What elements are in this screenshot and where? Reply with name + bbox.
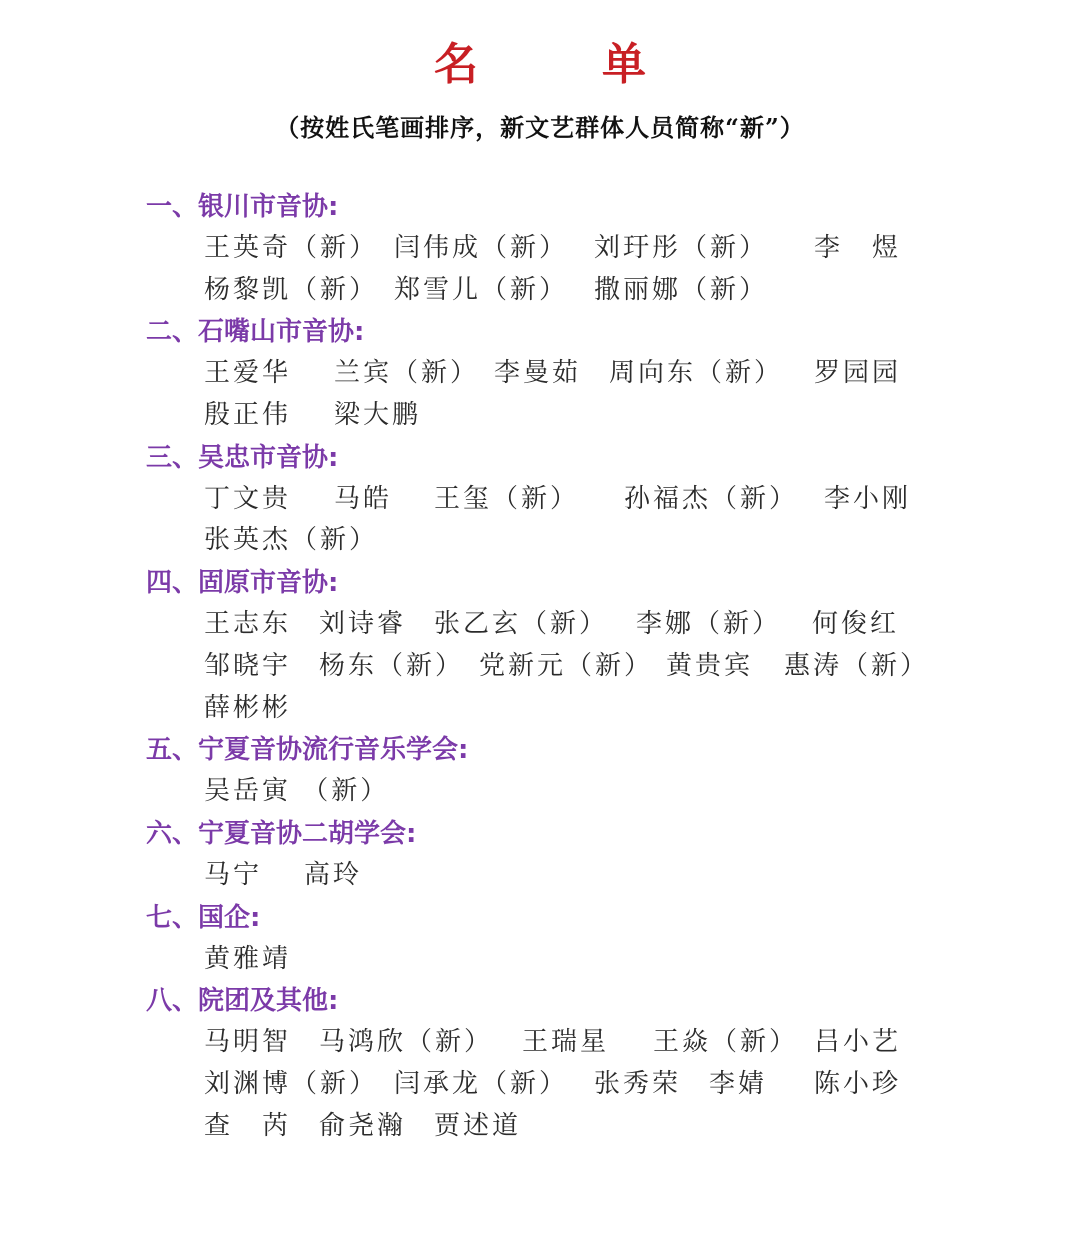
names-row: [204, 939, 966, 981]
member-name: 王焱（新）: [653, 1027, 799, 1058]
member-name: 何俊红: [812, 609, 900, 640]
member-name: 高玲: [304, 859, 363, 890]
member-name: 马皓: [334, 483, 393, 514]
member-name: 吴岳寅 （新）: [204, 776, 390, 807]
section-heading: 八、院团及其他:: [146, 986, 339, 1017]
names-row: [204, 1064, 966, 1106]
member-name: 王英奇（新）: [204, 233, 379, 263]
names-row: [204, 855, 966, 897]
member-name: 张秀荣: [594, 1068, 682, 1099]
member-name: 张乙玄（新）: [434, 609, 609, 640]
section-heading: 四、固原市音协:: [146, 568, 339, 599]
section-heading: 七、国企:: [146, 902, 261, 933]
member-name: 李小刚: [824, 483, 912, 514]
member-name: 闫伟成（新）: [394, 233, 569, 263]
member-name: 兰宾（新）: [334, 358, 480, 389]
page-title: 名 单: [434, 39, 686, 90]
member-name: 丁文贵: [204, 483, 292, 514]
names-row: [204, 395, 966, 437]
names-row: [204, 520, 966, 562]
member-name: 马鸿欣（新）: [319, 1027, 494, 1058]
section-heading: 五、宁夏音协流行音乐学会:: [146, 735, 469, 766]
member-name: 刘玗彤（新）: [594, 233, 769, 263]
names-row: [204, 646, 966, 688]
member-name: 俞尧瀚: [319, 1110, 407, 1141]
member-name: 李娜（新）: [636, 609, 782, 640]
member-name: 薛彬彬: [204, 692, 292, 723]
member-name: 周向东（新）: [609, 358, 784, 389]
member-name: 黄雅靖: [204, 943, 292, 974]
member-name: 王玺（新）: [434, 483, 580, 514]
member-name: 刘渊博（新）: [204, 1068, 379, 1099]
member-name: 马明智: [204, 1027, 292, 1058]
names-row: [204, 1022, 966, 1064]
section-heading: 三、吴忠市音协:: [146, 442, 339, 473]
section-heading: 一、银川市音协:: [146, 192, 339, 222]
member-name: 党新元（新）: [479, 650, 654, 681]
names-row: [204, 479, 966, 521]
member-name: 王志东: [204, 609, 292, 640]
member-list: [146, 186, 966, 1147]
names-row: [204, 771, 966, 813]
member-name: 郑雪儿（新）: [394, 274, 569, 305]
page-subtitle: （按姓氏笔画排序，新文艺群体人员简称“新”）: [275, 113, 805, 142]
names-row: [204, 270, 966, 312]
member-name: 杨东（新）: [319, 650, 465, 681]
member-name: 张英杰（新）: [204, 525, 379, 556]
names-row: [204, 604, 966, 646]
member-name: 陈小珍: [814, 1068, 902, 1099]
member-name: 王瑞星: [522, 1027, 610, 1058]
member-name: 邹晓宇: [204, 650, 292, 681]
section-heading: 六、宁夏音协二胡学会:: [146, 818, 417, 849]
member-name: 罗园园: [814, 358, 902, 389]
member-name: 殷正伟: [204, 400, 292, 431]
member-name: 撒丽娜（新）: [594, 274, 769, 305]
member-name: 马宁: [204, 859, 263, 890]
member-name: 黄贵宾: [666, 650, 754, 681]
member-name: 惠涛（新）: [784, 650, 930, 681]
member-name: 贾述道: [434, 1110, 522, 1141]
member-name: 刘诗睿: [319, 609, 407, 640]
names-row: [204, 1106, 966, 1148]
member-name: 王爱华: [204, 358, 292, 389]
member-name: 李 煜: [814, 233, 902, 263]
member-name: 李婧: [709, 1068, 768, 1099]
member-name: 吕小艺: [814, 1027, 902, 1058]
section-heading: 二、石嘴山市音协:: [146, 317, 365, 348]
member-name: 查 芮: [204, 1110, 292, 1141]
member-name: 李曼茹: [494, 358, 582, 389]
member-name: 杨黎凯（新）: [204, 274, 379, 305]
member-name: 梁大鹏: [334, 400, 422, 431]
member-name: 孙福杰（新）: [624, 483, 799, 514]
names-row: [204, 353, 966, 395]
member-name: 闫承龙（新）: [394, 1068, 569, 1099]
names-row: [204, 228, 966, 270]
names-row: [204, 688, 966, 730]
